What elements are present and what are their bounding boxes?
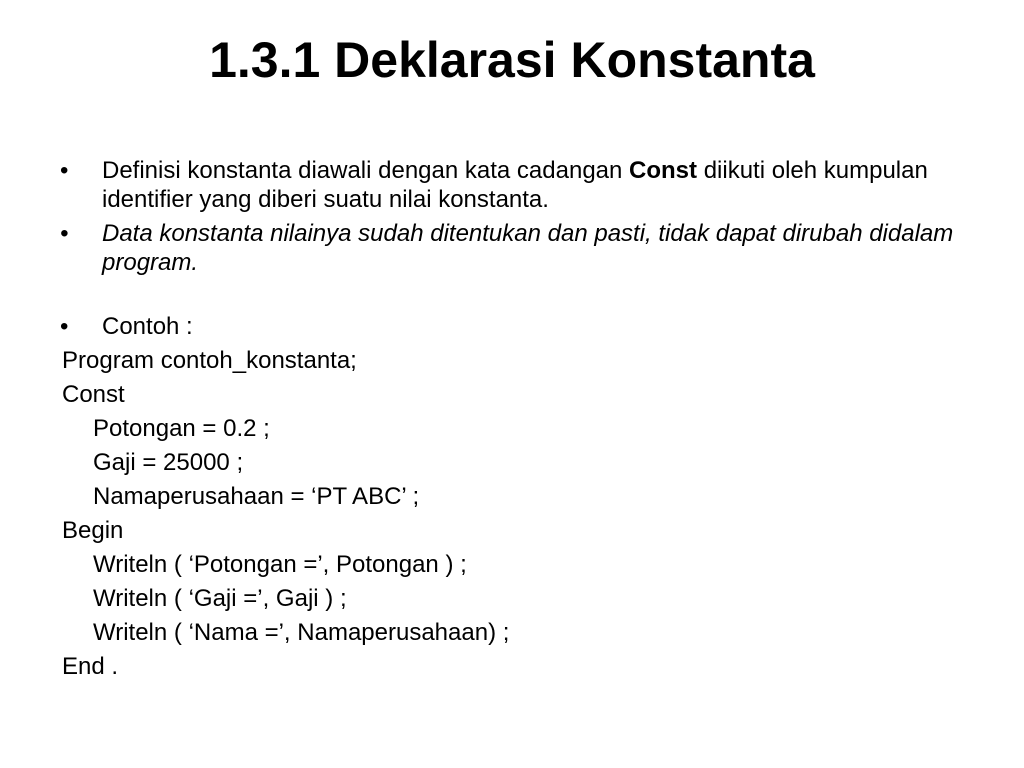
example-label: Contoh : (102, 313, 193, 340)
code-line-end: End . (62, 653, 119, 680)
code-line-writeln-nama: Writeln ( ‘Nama =’, Namaperusahaan) ; (93, 619, 510, 646)
definition-text-end: diikuti oleh kumpulan identifier yang diberi suatu nilai konstanta. (102, 157, 928, 213)
code-line-gaji: Gaji = 25000 ; (93, 449, 244, 476)
code-line-potongan: Potongan = 0.2 ; (93, 415, 270, 442)
code-example (62, 344, 509, 684)
definition-text-start: Definisi konstanta diawali dengan kata cadangan (102, 157, 630, 184)
code-line-const: Const (62, 381, 125, 408)
code-line-begin: Begin (62, 517, 124, 544)
bullet-marker: • (60, 157, 69, 184)
constant-data-text: Data konstanta nilainya sudah ditentukan dan pasti, tidak dapat dirubah didalam program. (102, 220, 954, 276)
bullet-constant-data (60, 219, 980, 277)
const-keyword: Const (629, 157, 698, 184)
code-line-program: Program contoh_konstanta; (62, 347, 357, 374)
bullet-list (60, 156, 980, 346)
bullet-definition (60, 156, 980, 214)
code-line-namaperusahaan: Namaperusahaan = ‘PT ABC’ ; (93, 483, 420, 510)
bullet-example (60, 312, 980, 341)
code-line-writeln-gaji: Writeln ( ‘Gaji =’, Gaji ) ; (93, 585, 347, 612)
bullet-marker: • (60, 220, 69, 247)
slide-title: 1.3.1 Deklarasi Konstanta (209, 32, 815, 88)
bullet-marker: • (60, 313, 69, 340)
code-line-writeln-potongan: Writeln ( ‘Potongan =’, Potongan ) ; (93, 551, 467, 578)
